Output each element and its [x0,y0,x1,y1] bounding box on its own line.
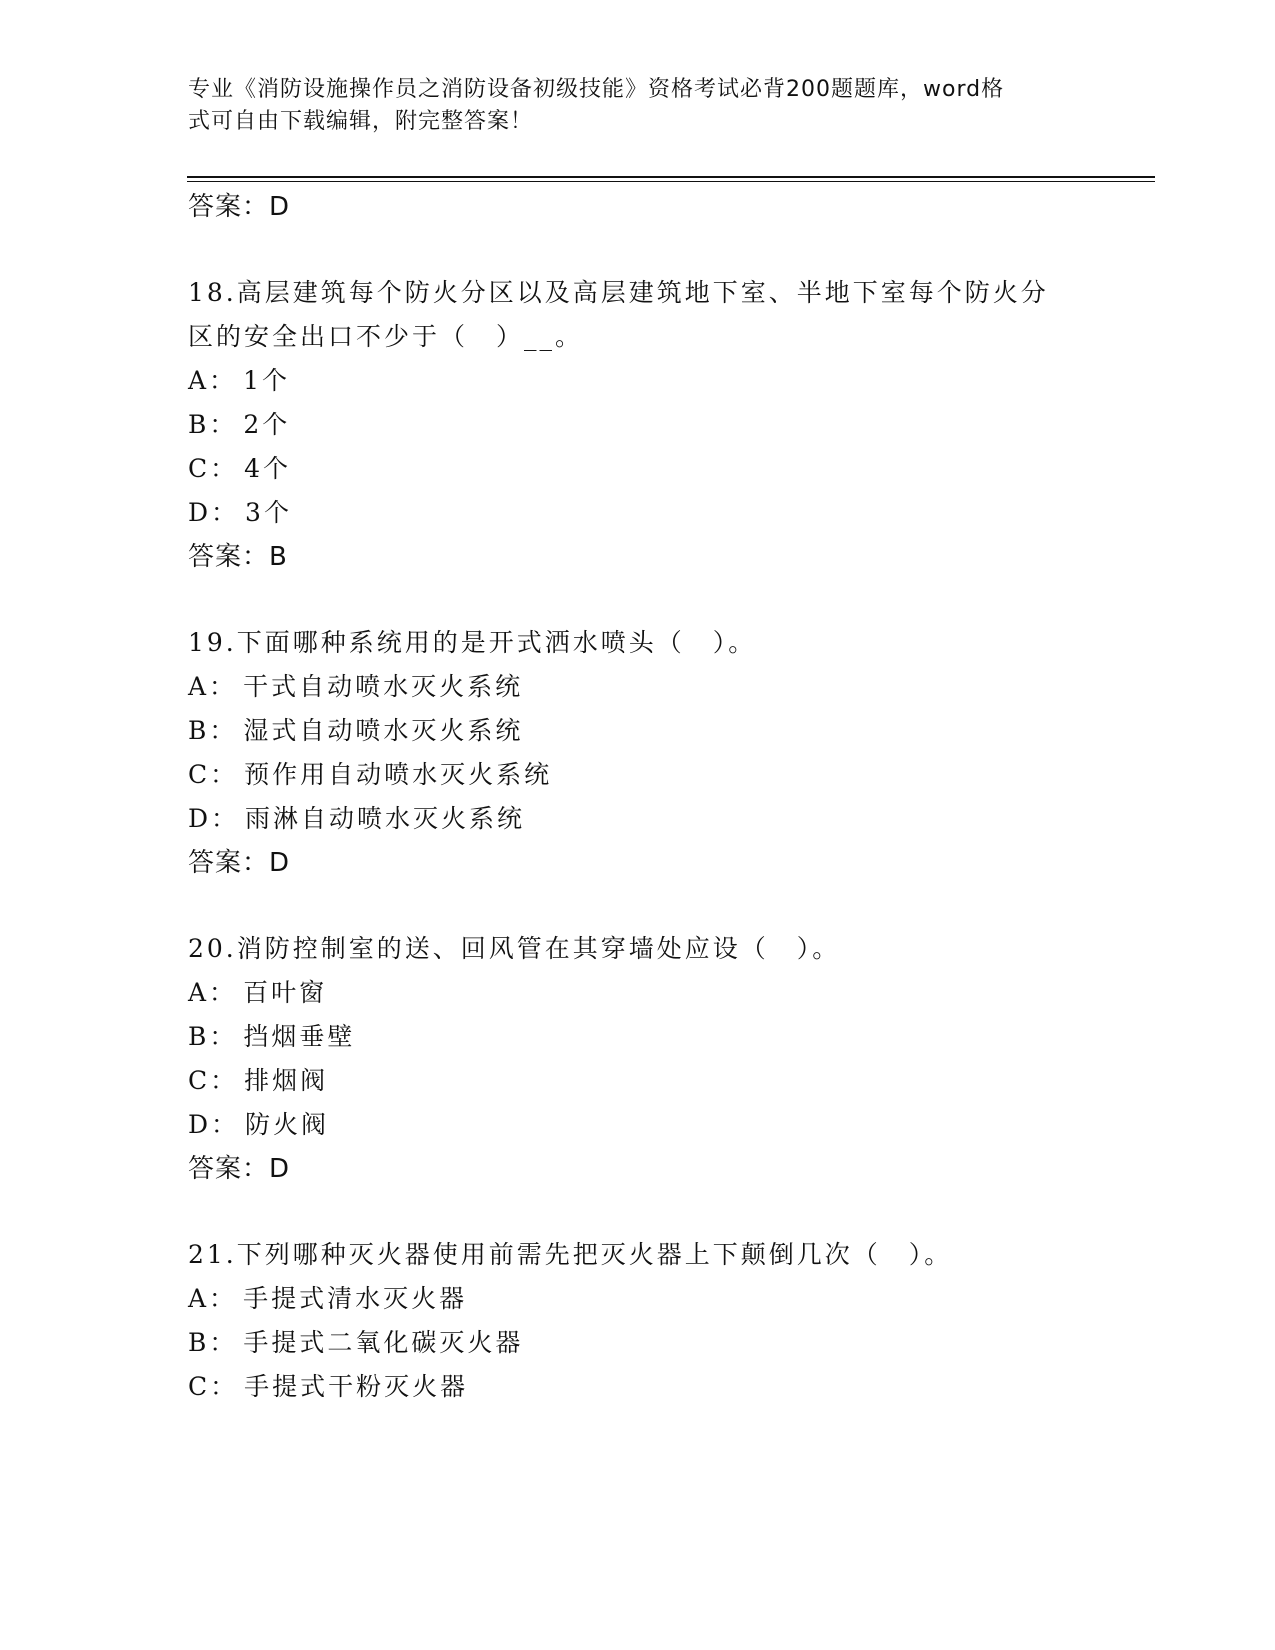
q19-option-b [188,714,523,748]
option-text: 挡烟垂壁 [243,1022,356,1051]
option-key: A： [188,366,238,395]
option-text: 干式自动喷水灭火系统 [243,672,524,701]
option-key: D： [188,498,240,527]
q20-option-d [188,1108,329,1142]
q18-option-d [188,496,292,530]
q18-option-b [188,408,290,442]
q21-option-b [188,1326,523,1360]
option-text: 排烟阀 [244,1066,329,1095]
q17-answer: 答案：D [188,192,291,222]
option-text: 湿式自动喷水灭火系统 [243,716,524,745]
q21-option-a [188,1282,467,1316]
q20-option-b [188,1020,355,1054]
q20-option-c [188,1064,328,1098]
header-line-1: 专业《消防设施操作员之消防设备初级技能》资格考试必背200题题库，word格 [188,77,1005,102]
q21-stem: 21.下列哪种灭火器使用前需先把灭火器上下颠倒几次（ ）。 [188,1240,953,1269]
q20-option-a [188,976,327,1010]
option-key: C： [188,454,239,483]
q20-answer: 答案：D [188,1154,291,1184]
q20-stem: 20.消防控制室的送、回风管在其穿墙处应设（ ）。 [188,934,841,963]
document-header [188,74,1068,138]
header-divider-thin [187,181,1155,182]
option-text: 1个 [243,366,290,395]
option-text: 2个 [243,410,291,439]
q19-answer: 答案：D [188,848,291,878]
q19-option-c [188,758,552,792]
header-line-2: 式可自由下载编辑，附完整答案！ [188,109,534,134]
q18-answer: 答案：B [188,542,288,572]
option-key: C： [188,760,239,789]
q18-stem-line-1: 18.高层建筑每个防火分区以及高层建筑地下室、半地下室每个防火分 [188,278,1049,307]
option-text: 手提式二氧化碳灭火器 [243,1328,524,1357]
q19-option-a [188,670,523,704]
option-text: 防火阀 [245,1110,330,1139]
q19-option-d [188,802,525,836]
option-text: 3个 [245,498,292,527]
option-key: B： [188,716,238,745]
option-key: B： [188,1022,238,1051]
option-key: C： [188,1066,239,1095]
option-text: 百叶窗 [243,978,328,1007]
option-key: A： [188,978,238,1007]
q18-option-c [188,452,291,486]
q21-option-c [188,1370,468,1404]
q18-option-a [188,364,290,398]
option-key: B： [188,1328,238,1357]
option-key: D： [188,1110,240,1139]
option-text: 预作用自动喷水灭火系统 [244,760,553,789]
option-text: 4个 [244,454,292,483]
option-key: A： [188,1284,238,1313]
q18-stem-line-2: 区的安全出口不少于（ ）__。 [188,322,584,351]
option-text: 雨淋自动喷水灭火系统 [245,804,526,833]
option-key: A： [188,672,238,701]
q19-stem: 19.下面哪种系统用的是开式洒水喷头（ ）。 [188,628,757,657]
header-divider-thick [187,176,1155,178]
option-text: 手提式清水灭火器 [243,1284,468,1313]
option-key: C： [188,1372,239,1401]
option-key: B： [188,410,238,439]
option-key: D： [188,804,240,833]
option-text: 手提式干粉灭火器 [244,1372,469,1401]
